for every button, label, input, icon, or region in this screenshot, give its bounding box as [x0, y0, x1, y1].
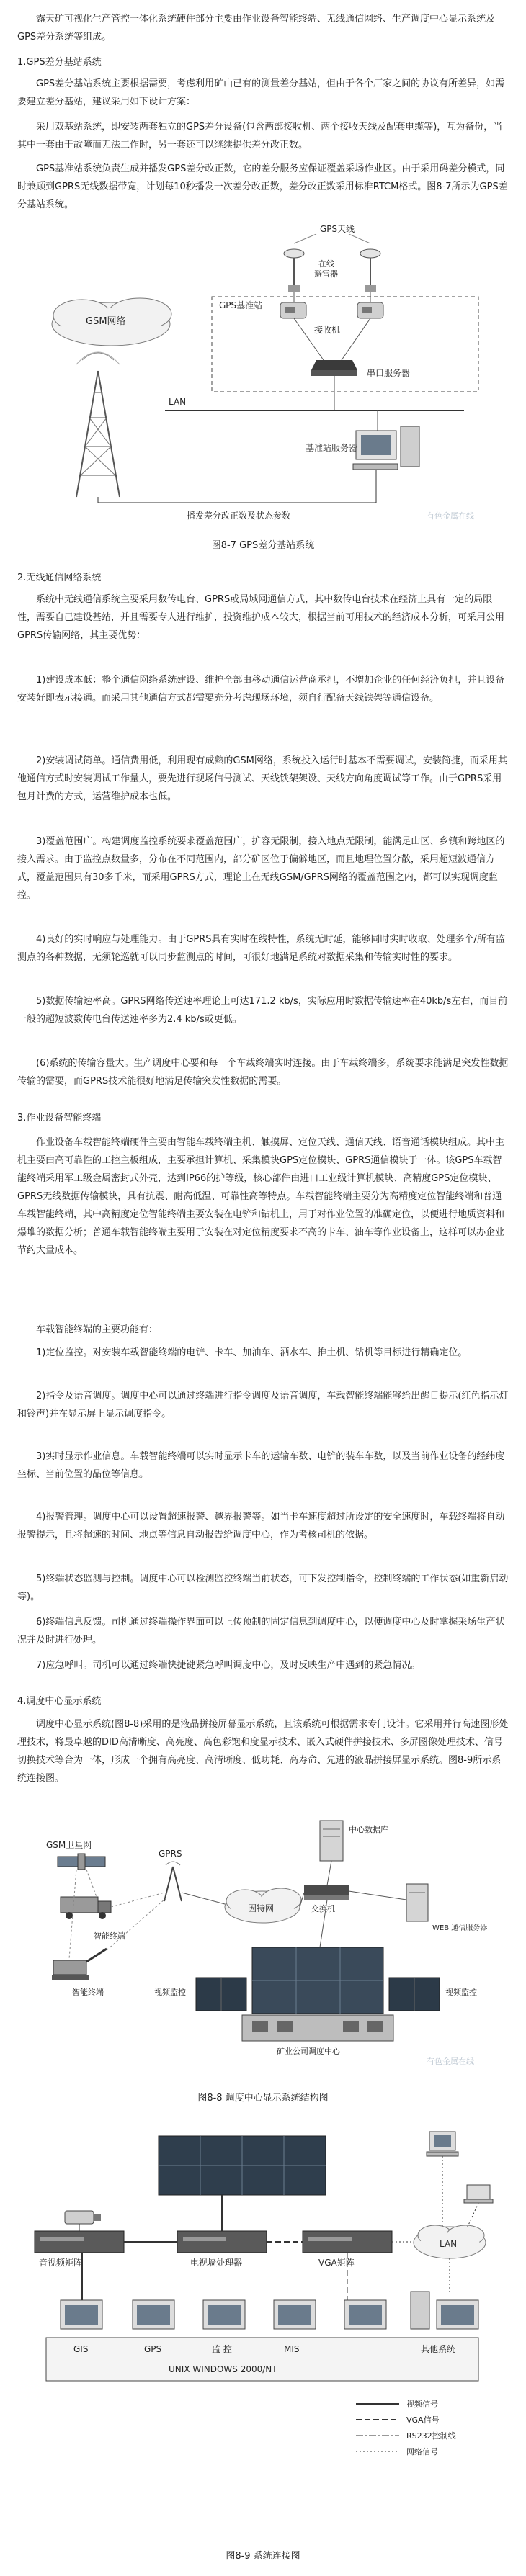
figure-8-7-caption: 图8-7 GPS差分基站系统: [211, 540, 315, 551]
section3-para5: 3)实时显示作业信息。车载智能终端可以实时显示卡车的运输车数、电铲的装车车数，以及当前作业设备的经纬度坐标、当前位置的品位等信息。: [17, 1451, 505, 1480]
lan-label: LAN: [440, 2239, 458, 2249]
central-database-label: 中心数据库: [349, 1825, 388, 1834]
video-monitor-label-right: 视频监控: [445, 1988, 477, 1997]
gsm-satellite-label: GSM卫星网: [46, 1840, 92, 1850]
tiled-display-icon: [242, 1947, 393, 2041]
section2-para4: 3)覆盖范围广。构建调度监控系统要求覆盖范围广，扩容无限制，接入地点无限制，能满足山区、乡镇和跨地区的接入需求。由于监控点数量多，分布在不同范围内，部分矿区位于偏僻地区，而且地理位置分散，采用超短波通信方式，覆盖范围只有30多千米，而采用GPRS方式，理论上在无线GSM/GPRS网络的覆盖范围之内，都可以实现调度监控。: [17, 836, 505, 901]
section2-para1: 系统中无线通信系统主要采用数传电台、GPRS或局域网通信方式，其中数传电台技术在经济上具有一定的局限性，需要自己建设基站，并且需要专人进行维护，投资维护成本较大，根据当前可用技术的经济成本分析，可采用公用GPRS传输网络，其主要优势：: [17, 594, 505, 641]
section1-para3: GPS基准站系统负责生成并播发GPS差分改正数，它的差分服务应保证覆盖采场作业区。由于采用码差分模式，同时兼顾到GPRS无线数据带宽，计划每10秒播发一次差分改正数，差分改正数采用标准RTCM格式。图8-7所示为GPS差分基站系统。: [17, 163, 508, 210]
figure-8-9-system-connection: [17, 2124, 509, 2545]
video-wall-left-icon: [196, 1978, 246, 2011]
system-bar: [46, 2338, 478, 2381]
figure-8-9-caption: 图8-9 系统连接图: [226, 2551, 300, 2562]
section1-para2: 采用双基站系统，即安装两套独立的GPS差分设备(包含两部接收机、两个接收天线及配套电缆等)，互为备份，当其中一套由于故障而无法工作时，另一套还可以继续提供差分改正数。: [17, 122, 503, 151]
video-wall-right-icon: [389, 1978, 440, 2011]
section2-para6: 5)数据传输速率高。GPRS网络传送速率理论上可达171.2 kb/s，实际应用时数据传输速率在40kb/s左右，而目前一般的超短波数传电台传送速率多为2.4 kb/s或更低。: [17, 996, 508, 1025]
section2-para7: (6)系统的传输容量大。生产调度中心要和每一个车载终端实时连接。由于车载终端多，系统要求能满足突发性数据传输的需要，而GPRS技术能很好地满足传输突发性数据的需要。: [17, 1058, 509, 1087]
legend-rs232-label: RS232控制线: [406, 2431, 456, 2441]
surge-protector-right-icon: [365, 285, 376, 292]
section2-title: 2.无线通信网络系统: [17, 573, 102, 583]
gis-label: GIS: [73, 2344, 89, 2354]
broadcast-label: 播发差分改正数及状态参数: [187, 511, 291, 521]
serial-server-icon: [311, 360, 357, 376]
os-label: UNIX WINDOWS 2000/NT: [169, 2364, 277, 2374]
tv-wall-processor-icon: [177, 2231, 267, 2253]
web-server-icon: [406, 1884, 428, 1921]
laptop-icon: [464, 2185, 493, 2203]
gprs-label: GPRS: [159, 1849, 182, 1859]
central-database-icon: [320, 1821, 343, 1861]
section3-para1: 作业设备车载智能终端硬件主要由智能车载终端主机、触摸屏、定位天线、通信天线、语音通话模块组成。其中主机主要由高可靠性的工控主板组成，主要承担计算机、采集模块GPS定位模块、GPRS通信模块于一体。该GPS车载智能终端采用军工级金属密封式外壳，达到IP66的护等级，核心部件由进口工业级计算机模块、高精度GPS定位模块、GPRS无线数据传输模块，具有抗震、耐高低温、可靠性高等特点。车载智能终端主要分为高精度定位智能终端和普通车载智能终端，其中高精度定位智能终端主要安装在电铲和钻机上，用于对作业位置的准确定位，以便进行地质资料和爆堆的数据分析；普通车载智能终端主要用于安装在对定位精度要求不高的卡车、油车等作业设备上，这样可以办企业节约大量成本。: [17, 1137, 505, 1256]
workstation-top-icon: [427, 2132, 458, 2156]
vga-matrix-icon: [303, 2231, 392, 2253]
receiver-left-icon: [280, 302, 306, 318]
watermark-fig88: 有色金属在线: [427, 2057, 474, 2066]
web-server-label: WEB 通信服务器: [432, 1924, 488, 1932]
receiver-right-icon: [357, 302, 383, 318]
smart-terminal-label-1: 智能终端: [94, 1931, 125, 1941]
section1-para1: GPS差分基站系统主要根据需要，考虑利用矿山已有的测量差分基站，但由于各个厂家之间的协议有所差异，如需要建立差分基站，建议采用如下设计方案：: [17, 78, 505, 107]
audio-video-matrix-icon: [35, 2231, 124, 2253]
switch-icon: [304, 1885, 349, 1900]
figure-8-8-caption: 图8-8 调度中心显示系统结构图: [197, 2093, 329, 2104]
tv-wall-processor-label: 电视墙处理器: [190, 2258, 243, 2268]
serial-server-label: 串口服务器: [367, 368, 411, 378]
switch-label: 交换机: [311, 1904, 335, 1913]
mis-label: MIS: [284, 2344, 300, 2354]
internet-label: 因特网: [248, 1903, 275, 1913]
receiver-label: 接收机: [314, 325, 341, 335]
surge-protector-label: 避雷器: [314, 269, 338, 279]
surge-protector-left-icon: [288, 285, 300, 292]
figure-8-7-gps-base-station: [32, 216, 494, 526]
legend-video-label: 视频信号: [406, 2400, 438, 2409]
section2-para5: 4)良好的实时响应与处理能力。由于GPRS具有实时在线特性，系统无时延，能够同时实时收取、处理多个/所有监测点的各种数据，无须轮巡就可以同步监测点的时间，可很好地满足系统对数据采集和传输实时性的要求。: [17, 934, 505, 963]
section3-para2: 车载智能终端的主要功能有：: [36, 1324, 159, 1335]
video-monitor-label-left: 视频监控: [154, 1988, 186, 1997]
section3-title: 3.作业设备智能终端: [17, 1113, 102, 1123]
gps-base-station-label: GPS基准站: [219, 300, 263, 310]
lan-label: LAN: [169, 397, 187, 407]
smart-terminal-label-2: 智能终端: [72, 1988, 104, 1997]
base-server-label: 基准站服务器: [306, 443, 358, 453]
gsm-network-label: GSM网络: [86, 316, 126, 327]
watermark-fig87: 有色金属在线: [427, 511, 474, 521]
gps-antenna-label: GPS天线: [320, 224, 355, 234]
intro-paragraph: 露天矿可视化生产管控一体化系统硬件部分主要由作业设备智能终端、无线通信网络、生产调度中心显示系统及GPS差分系统等组成。: [17, 14, 496, 42]
section3-para7: 5)终端状态监测与控制。调度中心可以检测监控终端当前状态，可下发控制指令，控制终端的工作状态(如重新启动等)。: [17, 1574, 509, 1602]
section2-para3: 2)安装调试简单。通信费用低，利用现有成熟的GSM网络，系统投入运行时基本不需要调试，安装简捷，而采用其他通信方式时安装调试工作量大，要先进行现场信号测试、天线铁架架设、天线方向角度调试等工作。由于GPRS采用包月计费的方式，运营维护成本也低。: [17, 755, 507, 802]
section3-para8: 6)终端信息反馈。司机通过终端操作界面可以上传预制的固定信息到调度中心，以便调度中心及时掌握采场生产状况并及时进行处理。: [17, 1617, 505, 1646]
legend-network-label: 网络信号: [406, 2447, 438, 2456]
other-systems-label: 其他系统: [421, 2344, 456, 2354]
monitor-label: 监 控: [212, 2344, 232, 2354]
section4-para1: 调度中心显示系统(图8-8)采用的是液晶拼接屏幕显示系统，且该系统可根据需求专门设计。它采用并行高速图形处理技术，将最卓越的DID高清晰度、高亮度、高色彩饱和度显示技术、嵌入式硬件拼接技术、多屏图像处理技术、信号切换技术等合为一体，形成一个拥有高亮度、高清晰度、低功耗、高寿命、先进的液晶拼接屏显示系统。图8-9所示系统连接图。: [17, 1719, 509, 1784]
vga-matrix-label: VGA矩阵: [318, 2258, 355, 2268]
section4-title: 4.调度中心显示系统: [17, 1696, 102, 1707]
section3-para9: 7)应急呼叫。司机可以通过终端快捷键紧急呼叫调度中心，及时反映生产中遇到的紧急情况。: [36, 1660, 421, 1671]
audio-video-matrix-label: 音视频矩阵: [39, 2258, 83, 2268]
dispatch-center-label: 矿业公司调度中心: [277, 2047, 340, 2056]
section3-para4: 2)指令及语音调度。调度中心可以通过终端进行指令调度及语音调度，车载智能终端能够给出醒目提示(红色指示灯和铃声)并在显示屏上显示调度指令。: [17, 1391, 509, 1419]
section2-para2: 1)建设成本低：整个通信网络系统建设、维护全部由移动通信运营商承担，不增加企业的任何经济负担，并且设备安装好即表示接通。而采用其他通信方式都需要充分考虑现场环境，须自行配备天线铁架等通信设备。: [17, 675, 505, 704]
display-wall-icon: [159, 2136, 326, 2195]
figure-8-8-dispatch-center: [32, 1806, 494, 2080]
section1-title: 1.GPS差分基站系统: [17, 57, 102, 68]
section3-para3: 1)定位监控。对安装车载智能终端的电铲、卡车、加油车、洒水车、推土机、钻机等目标进行精确定位。: [36, 1347, 468, 1358]
online-label: 在线: [318, 259, 334, 269]
legend-vga-label: VGA信号: [406, 2415, 440, 2425]
gps-label: GPS: [144, 2344, 162, 2354]
section3-para6: 4)报警管理。调度中心可以设置超速报警、越界报警等。如当卡车速度超过所设定的安全速度时，车载终端将自动报警提示，且将超速的时间、地点等信息自动报告给调度中心，作为考核司机的依据。: [17, 1512, 505, 1540]
